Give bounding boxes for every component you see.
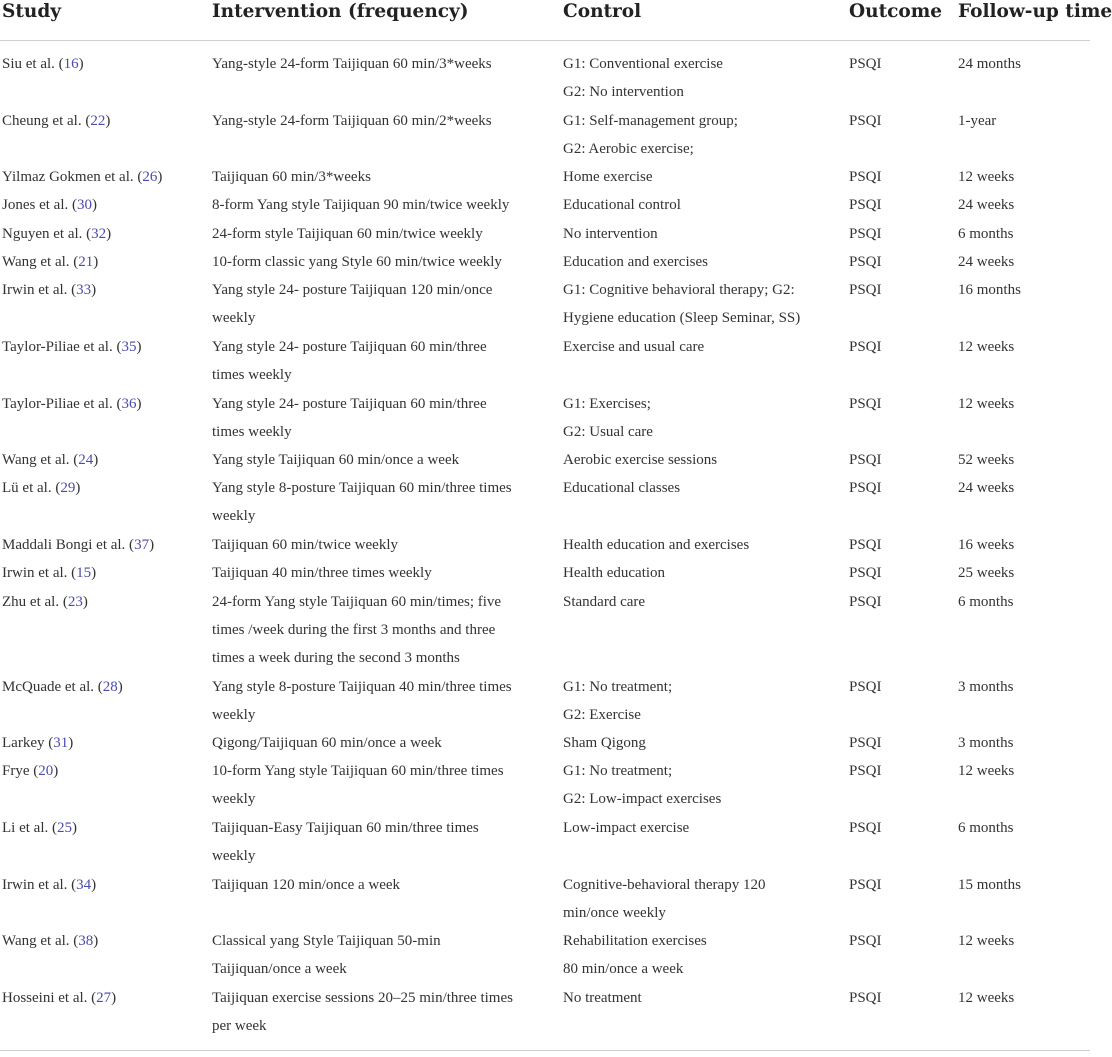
reference-link[interactable]: 24	[78, 452, 94, 469]
intervention-text: 24-form style Taijiquan 60 min/twice weekly	[212, 225, 483, 242]
study-author-end: )	[157, 169, 163, 186]
intervention-text: Yang style 24- posture Taijiquan 120 min/once	[212, 282, 493, 299]
intervention-text: Yang-style 24-form Taijiquan 60 min/2*weeks	[212, 112, 492, 129]
outcome-cell: PSQI	[849, 254, 882, 271]
control-cell	[563, 673, 818, 729]
intervention-cell	[212, 276, 524, 332]
intervention-cell	[212, 248, 524, 276]
followup-cell: 6 months	[958, 820, 1014, 837]
reference-link[interactable]: 33	[76, 282, 92, 299]
study-cell	[2, 333, 207, 361]
followup-cell: 6 months	[958, 225, 1014, 242]
header-control: Control	[563, 1, 642, 22]
control-text: G2: No intervention	[563, 84, 684, 100]
study-cell	[2, 559, 207, 587]
intervention-cell	[212, 191, 524, 219]
control-text: G2: Usual care	[563, 423, 653, 440]
table-row	[0, 757, 1090, 814]
intervention-text: weekly	[212, 508, 256, 525]
intervention-text: weekly	[212, 310, 256, 327]
outcome-cell: PSQI	[849, 876, 882, 893]
study-author: Li et al. (	[2, 820, 57, 837]
control-text: Standard care	[563, 593, 646, 610]
reference-link[interactable]: 30	[76, 197, 92, 214]
study-author: Wang et al. (	[2, 933, 79, 950]
table-row	[0, 191, 1090, 219]
study-cell	[2, 163, 207, 191]
study-cell	[2, 446, 207, 474]
table-row	[0, 163, 1090, 191]
control-text: No treatment	[563, 989, 642, 1006]
study-cell	[2, 814, 207, 842]
intervention-cell	[212, 220, 524, 248]
control-cell	[563, 757, 818, 813]
study-cell	[2, 984, 207, 1012]
study-author: Taylor-Piliae et al. (	[2, 395, 122, 412]
outcome-cell: PSQI	[849, 338, 882, 355]
intervention-cell	[212, 927, 524, 983]
outcome-cell: PSQI	[849, 56, 882, 72]
intervention-text: times weekly	[212, 423, 292, 440]
study-author: Zhu et al. (	[2, 593, 68, 610]
study-author-end: )	[68, 735, 74, 752]
study-cell	[2, 191, 207, 219]
control-text: Education and exercises	[563, 254, 708, 271]
intervention-cell	[212, 984, 524, 1040]
reference-link[interactable]: 35	[121, 338, 137, 355]
control-text: No intervention	[563, 225, 658, 242]
followup-cell: 12 weeks	[958, 933, 1015, 950]
table-row	[0, 333, 1090, 390]
intervention-text: times weekly	[212, 366, 292, 383]
study-author-end: )	[78, 56, 84, 72]
study-author: Maddali Bongi et al. (	[2, 537, 135, 554]
control-text: G1: No treatment;	[563, 763, 673, 780]
table-row	[0, 248, 1090, 276]
intervention-text: weekly	[212, 706, 256, 723]
intervention-cell	[212, 757, 524, 813]
followup-cell: 15 months	[958, 876, 1021, 893]
intervention-cell	[212, 163, 524, 191]
study-cell	[2, 390, 207, 418]
control-cell	[563, 50, 818, 106]
study-author: Siu et al. (	[2, 56, 64, 72]
intervention-text: Taijiquan 40 min/three times weekly	[212, 565, 432, 582]
control-text: Rehabilitation exercises	[563, 933, 707, 950]
study-cell	[2, 757, 207, 785]
table-body	[0, 50, 1090, 1040]
study-cell	[2, 107, 207, 135]
outcome-cell: PSQI	[849, 678, 882, 695]
control-cell	[563, 927, 818, 983]
table-row	[0, 531, 1090, 559]
table-row	[0, 446, 1090, 474]
intervention-text: 24-form Yang style Taijiquan 60 min/times; five	[212, 593, 502, 610]
table-row	[0, 107, 1090, 164]
intervention-text: Yang style 8-posture Taijiquan 40 min/three times	[212, 678, 512, 695]
intervention-cell	[212, 474, 524, 530]
reference-link[interactable]: 36	[121, 395, 137, 412]
intervention-text: 10-form Yang style Taijiquan 60 min/three times	[212, 763, 504, 780]
header-study: Study	[2, 1, 62, 22]
control-text: 80 min/once a week	[563, 961, 684, 978]
followup-cell: 6 months	[958, 593, 1014, 610]
control-cell	[563, 474, 818, 502]
control-cell	[563, 107, 818, 163]
study-author: Frye (	[2, 763, 39, 780]
control-cell	[563, 333, 818, 361]
table-row	[0, 276, 1090, 333]
control-text: Sham Qigong	[563, 735, 646, 752]
intervention-cell	[212, 333, 524, 389]
study-cell	[2, 927, 207, 955]
intervention-text: times a week during the second 3 months	[212, 649, 460, 666]
control-text: Educational classes	[563, 480, 681, 497]
intervention-text: 10-form classic yang Style 60 min/twice weekly	[212, 254, 502, 271]
intervention-text: Taijiquan/once a week	[212, 961, 347, 978]
outcome-cell: PSQI	[849, 395, 882, 412]
study-author: Wang et al. (	[2, 254, 79, 271]
intervention-text: Taijiquan 60 min/twice weekly	[212, 537, 398, 554]
intervention-text: 8-form Yang style Taijiquan 90 min/twice weekly	[212, 197, 510, 214]
control-text: G1: Self-management group;	[563, 112, 738, 129]
control-cell	[563, 220, 818, 248]
intervention-text: times /week during the first 3 months and three	[212, 621, 496, 638]
outcome-cell: PSQI	[849, 989, 882, 1006]
study-author-end: )	[93, 452, 99, 469]
study-cell	[2, 50, 207, 78]
header-followup: Follow-up time	[958, 1, 1112, 22]
reference-link[interactable]: 31	[53, 735, 69, 752]
control-text: min/once weekly	[563, 904, 666, 921]
control-cell	[563, 390, 818, 446]
study-author: McQuade et al. (	[2, 678, 103, 695]
table-row	[0, 588, 1090, 673]
control-text: Educational control	[563, 197, 681, 214]
table-row	[0, 559, 1090, 587]
outcome-cell: PSQI	[849, 933, 882, 950]
study-author: Irwin et al. (	[2, 282, 77, 299]
outcome-cell: PSQI	[849, 820, 882, 837]
followup-cell: 16 months	[958, 282, 1021, 299]
table-row	[0, 474, 1090, 531]
intervention-cell	[212, 588, 524, 672]
followup-cell: 24 weeks	[958, 197, 1015, 214]
reference-link[interactable]: 37	[134, 537, 150, 554]
study-author-end: )	[93, 254, 99, 271]
intervention-text: Yang-style 24-form Taijiquan 60 min/3*weeks	[212, 56, 492, 72]
control-text: Aerobic exercise sessions	[563, 452, 718, 469]
followup-cell: 24 weeks	[958, 254, 1015, 271]
outcome-cell: PSQI	[849, 112, 882, 129]
outcome-cell: PSQI	[849, 593, 882, 610]
study-author-end: )	[106, 225, 112, 242]
intervention-text: Qigong/Taijiquan 60 min/once a week	[212, 735, 442, 752]
study-author-end: )	[75, 480, 81, 497]
intervention-text: Yang style Taijiquan 60 min/once a week	[212, 452, 460, 469]
table-row	[0, 927, 1090, 984]
table-row	[0, 220, 1090, 248]
outcome-cell: PSQI	[849, 225, 882, 242]
reference-link[interactable]: 25	[56, 820, 72, 837]
study-cell	[2, 729, 207, 757]
reference-link[interactable]: 28	[102, 678, 118, 695]
control-cell	[563, 588, 818, 616]
followup-cell: 24 months	[958, 56, 1021, 72]
intervention-text: weekly	[212, 791, 256, 808]
control-text: G2: Low-impact exercises	[563, 791, 722, 808]
study-cell	[2, 673, 207, 701]
study-author-end: )	[91, 876, 97, 893]
intervention-text: weekly	[212, 848, 256, 865]
study-author: Hosseini et al. (	[2, 989, 97, 1006]
control-text: Hygiene education (Sleep Seminar, SS)	[563, 310, 801, 327]
study-author-end: )	[136, 338, 142, 355]
control-text: G2: Aerobic exercise;	[563, 140, 694, 157]
outcome-cell: PSQI	[849, 763, 882, 780]
control-text: G1: Cognitive behavioral therapy; G2:	[563, 282, 795, 299]
intervention-cell	[212, 446, 524, 474]
outcome-cell: PSQI	[849, 169, 882, 186]
study-author-end: )	[82, 593, 88, 610]
study-author-end: )	[93, 933, 99, 950]
study-author: Irwin et al. (	[2, 876, 77, 893]
control-text: Exercise and usual care	[563, 338, 705, 355]
control-cell	[563, 248, 818, 276]
intervention-text: Classical yang Style Taijiquan 50-min	[212, 933, 441, 950]
study-author-end: )	[136, 395, 142, 412]
followup-cell: 24 weeks	[958, 480, 1015, 497]
reference-link[interactable]: 22	[90, 112, 106, 129]
followup-cell: 12 weeks	[958, 338, 1015, 355]
reference-link[interactable]: 26	[142, 169, 158, 186]
study-author-end: )	[91, 282, 97, 299]
control-text: G1: No treatment;	[563, 678, 673, 695]
control-cell	[563, 276, 818, 332]
study-cell	[2, 588, 207, 616]
followup-cell: 25 weeks	[958, 565, 1015, 582]
header-intervention: Intervention (frequency)	[212, 1, 469, 22]
table-row	[0, 871, 1090, 928]
followup-cell: 12 weeks	[958, 989, 1015, 1006]
intervention-cell	[212, 50, 524, 78]
outcome-cell: PSQI	[849, 282, 882, 299]
study-author: Larkey (	[2, 735, 54, 752]
control-cell	[563, 871, 818, 927]
intervention-cell	[212, 531, 524, 559]
control-cell	[563, 559, 818, 587]
reference-link[interactable]: 29	[60, 480, 76, 497]
intervention-text: Yang style 8-posture Taijiquan 60 min/three times	[212, 480, 512, 497]
outcome-cell: PSQI	[849, 197, 882, 214]
outcome-cell: PSQI	[849, 537, 882, 554]
control-text: Low-impact exercise	[563, 820, 690, 837]
intervention-cell	[212, 729, 524, 757]
reference-link[interactable]: 15	[76, 565, 92, 582]
study-author-end: )	[71, 820, 77, 837]
control-text: Cognitive-behavioral therapy 120	[563, 876, 766, 893]
study-cell	[2, 276, 207, 304]
table-row	[0, 729, 1090, 757]
reference-link[interactable]: 21	[78, 254, 94, 271]
study-author: Yilmaz Gokmen et al. (	[2, 169, 143, 186]
control-cell	[563, 191, 818, 219]
intervention-text: Taijiquan 60 min/3*weeks	[212, 169, 371, 186]
study-author-end: )	[91, 197, 97, 214]
intervention-cell	[212, 390, 524, 446]
outcome-cell: PSQI	[849, 735, 882, 752]
intervention-cell	[212, 871, 524, 899]
study-author-end: )	[91, 565, 97, 582]
intervention-text: Taijiquan exercise sessions 20–25 min/three times	[212, 989, 513, 1006]
reference-link[interactable]: 23	[67, 593, 83, 610]
followup-cell: 12 weeks	[958, 763, 1015, 780]
study-author-end: )	[105, 112, 111, 129]
reference-link[interactable]: 20	[38, 763, 54, 780]
control-text: Home exercise	[563, 169, 653, 186]
control-text: G1: Exercises;	[563, 395, 651, 412]
intervention-cell	[212, 559, 524, 587]
control-cell	[563, 729, 818, 757]
table-row	[0, 673, 1090, 730]
control-cell	[563, 446, 818, 474]
followup-cell: 1-year	[958, 112, 997, 129]
intervention-cell	[212, 814, 524, 870]
study-cell	[2, 474, 207, 502]
control-text: Health education and exercises	[563, 537, 750, 554]
reference-link[interactable]: 38	[78, 933, 94, 950]
intervention-text: Taijiquan-Easy Taijiquan 60 min/three times	[212, 820, 479, 837]
table-header	[0, 0, 1112, 41]
reference-link[interactable]: 16	[63, 56, 79, 72]
table-row	[0, 390, 1090, 447]
control-cell	[563, 984, 818, 1012]
study-cell	[2, 220, 207, 248]
control-cell	[563, 814, 818, 842]
study-author-end: )	[53, 763, 59, 780]
reference-link[interactable]: 34	[76, 876, 92, 893]
control-text: Health education	[563, 565, 666, 582]
study-author: Cheung et al. (	[2, 112, 91, 129]
study-author-end: )	[111, 989, 117, 1006]
study-author: Irwin et al. (	[2, 565, 77, 582]
intervention-text: Yang style 24- posture Taijiquan 60 min/three	[212, 395, 487, 412]
intervention-cell	[212, 107, 524, 135]
study-cell	[2, 531, 207, 559]
study-author-end: )	[149, 537, 155, 554]
study-cell	[2, 248, 207, 276]
control-cell	[563, 163, 818, 191]
followup-cell: 3 months	[958, 678, 1014, 695]
followup-cell: 16 weeks	[958, 537, 1015, 554]
intervention-text: per week	[212, 1017, 267, 1034]
table-bottom-rule	[0, 1050, 1090, 1051]
study-author: Nguyen et al. (	[2, 225, 92, 242]
study-author: Jones et al. (	[2, 197, 77, 214]
control-cell	[563, 531, 818, 559]
outcome-cell: PSQI	[849, 565, 882, 582]
table-row	[0, 814, 1090, 871]
followup-cell: 3 months	[958, 735, 1014, 752]
intervention-text: Taijiquan 120 min/once a week	[212, 876, 401, 893]
followup-cell: 52 weeks	[958, 452, 1015, 469]
intervention-cell	[212, 673, 524, 729]
study-author: Taylor-Piliae et al. (	[2, 338, 122, 355]
control-text: G2: Exercise	[563, 706, 641, 723]
table-row	[0, 984, 1090, 1041]
followup-cell: 12 weeks	[958, 395, 1015, 412]
study-author-end: )	[117, 678, 123, 695]
study-author: Wang et al. (	[2, 452, 79, 469]
followup-cell: 12 weeks	[958, 169, 1015, 186]
study-cell	[2, 871, 207, 899]
outcome-cell: PSQI	[849, 480, 882, 497]
outcome-cell: PSQI	[849, 452, 882, 469]
intervention-text: Yang style 24- posture Taijiquan 60 min/three	[212, 338, 487, 355]
table-row	[0, 50, 1090, 107]
study-author: Lü et al. (	[2, 480, 61, 497]
control-text: G1: Conventional exercise	[563, 56, 723, 72]
reference-link[interactable]: 27	[96, 989, 112, 1006]
header-outcome: Outcome	[849, 1, 943, 22]
reference-link[interactable]: 32	[91, 225, 107, 242]
